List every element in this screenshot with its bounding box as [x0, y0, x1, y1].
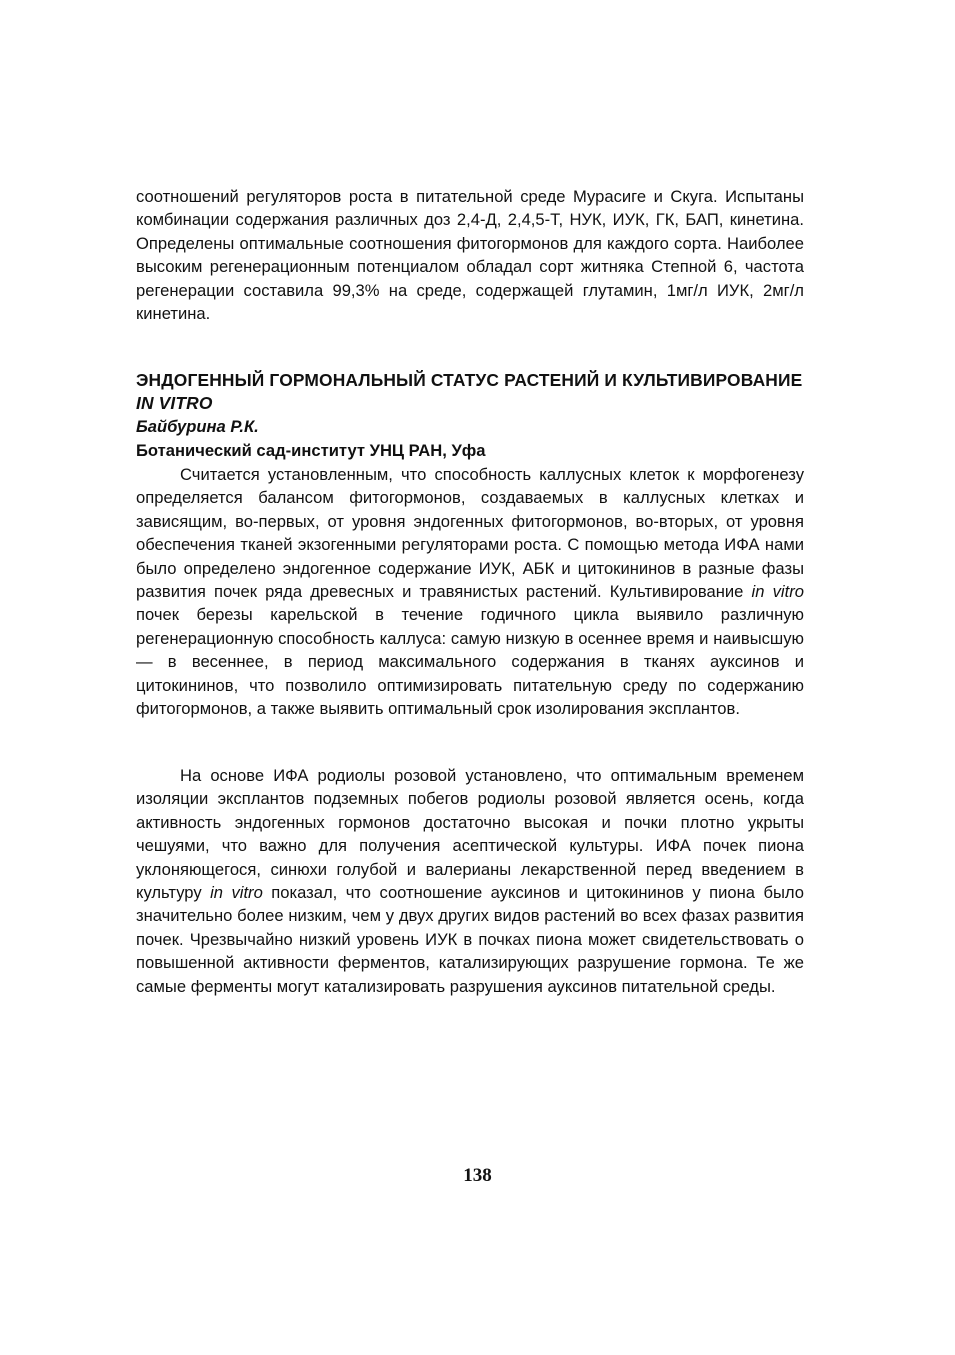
- paragraph-1-italic: in vitro: [751, 582, 804, 602]
- intro-paragraph: соотношений регуляторов роста в питательной среде Мурасиге и Скуга. Испытаны комбинации содержания различных доз 2,4-Д, 2,4,5-Т, НУК, ИУК, ГК, БАП, кинетина. Определены оптимальные соотношения фитогормонов для каждого сорта. Наиболее высоким регенерационным потенциалом обладал сорт житняка Степной 6, частота регенерации составила 99,3% на среде, содержащей глутамин, 1мг/л ИУК, 2мг/л кинетина.: [136, 187, 804, 324]
- paragraph-1-text-b: почек березы карельской в течение годичного цикла выявило различную регенерационную способность каллуса: самую низкую в осеннее время и наивысшую — в весеннее, в период максимального содержания в тканях ауксинов и цитокининов, что позволило оптимизировать питательную среду по содержанию фитогормонов, а также выявить оптимальный срок изолирования эксплантов.: [136, 605, 804, 719]
- article-author: Байбурина Р.К.: [136, 417, 259, 436]
- article-paragraph-1: [136, 463, 804, 720]
- paragraph-2-text-b: показал, что соотношение ауксинов и цитокининов у пиона было значительно более низким, чем у двух других видов растений во всех фазах развития почек. Чрезвычайно низкий уровень ИУК в почках пиона может свидетельствовать о повышенной активности ферментов, катализирующих разрушение гормона. Те же самые ферменты могут катализировать разрушения ауксинов питательной среды.: [136, 883, 804, 996]
- paragraph-2-italic: in vitro: [210, 883, 263, 903]
- article-affiliation: Ботанический сад-институт УНЦ РАН, Уфа: [136, 441, 486, 460]
- article-paragraph-2: [136, 764, 804, 998]
- page-number: 138: [463, 1165, 492, 1186]
- paragraph-2-text-a: На основе ИФА родиолы розовой установлено, что оптимальным временем изоляции эксплантов подземных побегов родиолы розовой является осень, когда активность эндогенных гормонов достаточно высокая и почки плотно укрыты чешуями, что важно для получения асептической культуры. ИФА почек пиона уклоняющегося, синюхи голубой и валерианы лекарственной перед введением в культуру: [136, 766, 804, 903]
- article-title: [136, 369, 816, 415]
- article-title-italic: IN VITRO: [136, 393, 213, 413]
- article-title-text: ЭНДОГЕННЫЙ ГОРМОНАЛЬНЫЙ СТАТУС РАСТЕНИЙ И КУЛЬТИВИРОВАНИЕ: [136, 370, 803, 390]
- paragraph-1-text-a: Считается установленным, что способность каллусных клеток к морфогенезу определяется балансом фитогормонов, создаваемых в каллусных клетках и зависящим, во-первых, от уровня эндогенных фитогормонов, во-вторых, от уровня обеспечения тканей экзогенными регуляторами роста. С помощью метода ИФА нами было определено эндогенное содержание ИУК, АБК и цитокининов в разные фазы развития почек ряда древесных и травянистых растений. Культивирование: [136, 465, 804, 602]
